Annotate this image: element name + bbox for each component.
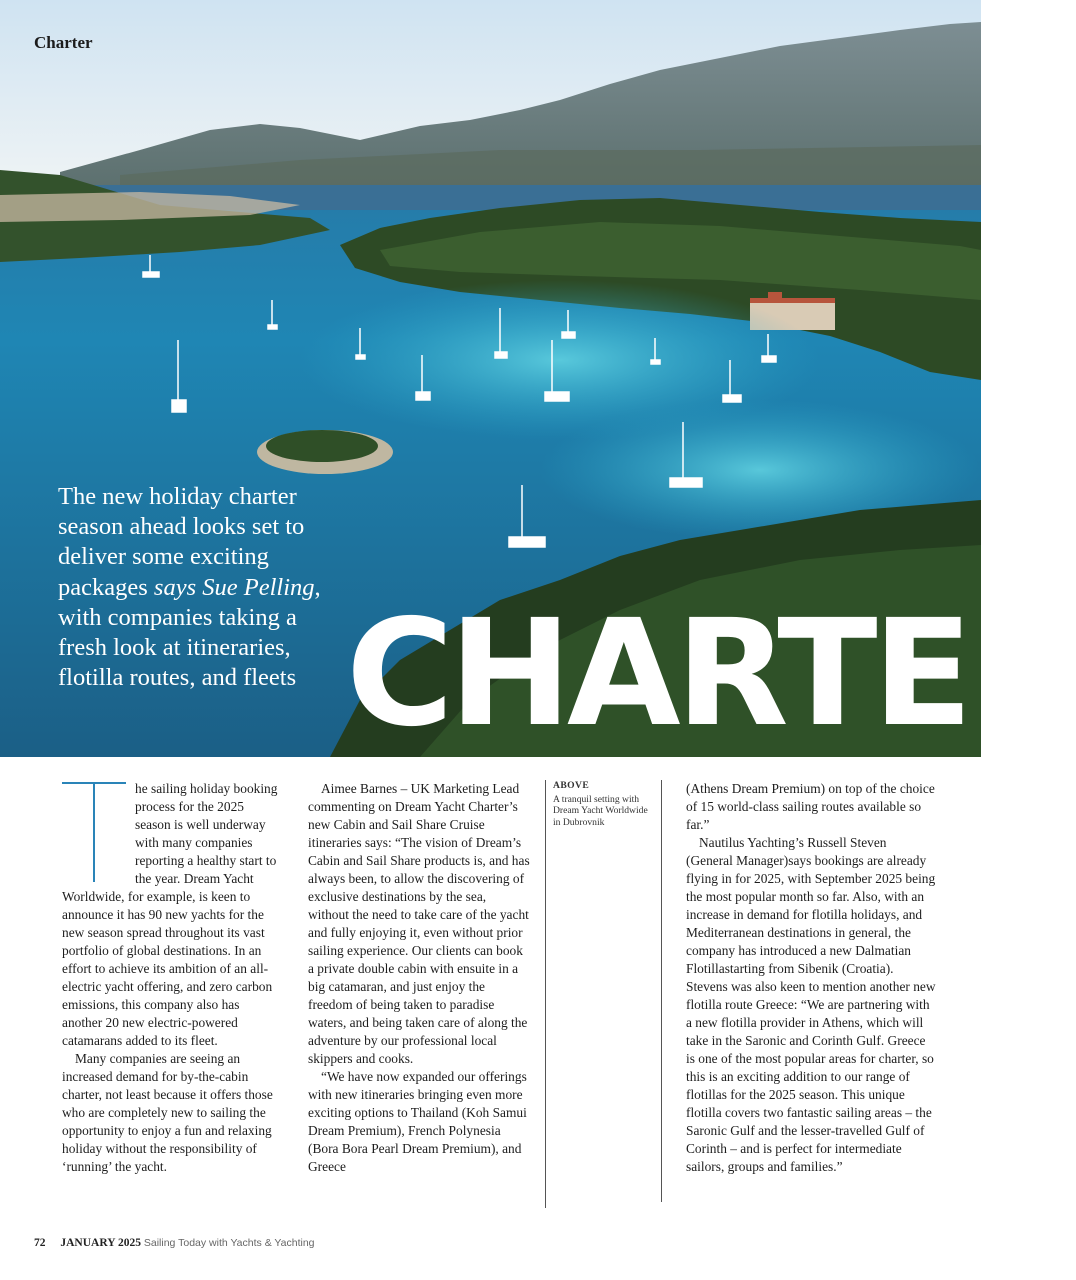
standfirst-text-end: , with companies taking a fresh look at itineraries, flotilla routes, and fleets <box>58 573 321 692</box>
issue-date: JANUARY 2025 <box>60 1237 141 1249</box>
paragraph: Aimee Barnes – UK Marketing Lead commenting on Dream Yacht Charter’s new Cabin and Sail Share Cruise itineraries says: “The vision of Dream’s Cabin and Sail Share products is, and has always been, to allow the discovering of exclusive destinations by the sea, without the need to take care of the yacht and fully enjoying it, even without prior sailing experience. Our clients can book a private double cabin with ensuite in a big catamaran, and just enjoy the freedom of being taken to paradise waters, and being taken care of along the adventure by our professional local skippers and cooks. <box>308 781 530 1066</box>
caption-title: ABOVE <box>553 780 590 791</box>
standfirst-text: The new holiday charter season ahead looks set to deliver some exciting packages <box>58 483 305 601</box>
page-footer <box>34 1237 315 1249</box>
article-column-2 <box>308 780 530 1176</box>
paragraph: Many companies are seeing an increased demand for by-the-cabin charter, not least because it offers those who are completely new to sailing the opportunity to enjoy a fun and relaxing holiday without the responsibility of ‘running’ the yacht. <box>62 1051 273 1174</box>
standfirst <box>58 482 328 693</box>
page-number: 72 <box>34 1237 46 1249</box>
caption-text: A tranquil setting with Dream Yacht Worldwide in Dubrovnik <box>553 793 648 828</box>
magazine-name: Sailing Today with Yachts & Yachting <box>143 1237 315 1249</box>
paragraph: Nautilus Yachting’s Russell Steven (General Manager)says bookings are already flying in for 2025, with September 2025 being the most popular month so far. Also, with an increase in demand for flotilla holidays, and Mediterranean destinations in general, the company has introduced a new Dalmatian Flotillastarting from Sibenik (Croatia). Stevens was also keen to mention another new flotilla route Greece: “We are partnering with a new flotilla provider in Athens, which will take in the Saronic and Corinth Gulf. Greece is one of the most popular areas for charter, so this is an exciting addition to our range of flotillas for the 2025 season. This unique flotilla covers two fantastic sailing areas – the Saronic Gulf and the lesser-travelled Gulf of Corinth – and is perfect for intermediate sailors, groups and families.” <box>686 835 936 1174</box>
dropcap-letter <box>62 780 132 882</box>
photo-caption <box>553 780 648 828</box>
dropcap-stroke-stem <box>93 782 95 882</box>
section-label: Charter <box>34 33 93 52</box>
article-column-4 <box>686 780 936 1176</box>
article-column-1 <box>62 780 278 1176</box>
paragraph: (Athens Dream Premium) on top of the choice of 15 world-class sailing routes available so far.” <box>686 781 935 832</box>
paragraph: “We have now expanded our offerings with new itineraries bringing even more exciting options to Thailand (Koh Samui Dream Premium), French Polynesia (Bora Bora Pearl Dream Premium), and Greece <box>308 1069 527 1174</box>
standfirst-byline: says Sue Pelling <box>153 573 315 601</box>
column-rule <box>545 780 546 1208</box>
paragraph: he sailing holiday booking process for the 2025 season is well underway with many companies reporting a healthy start to the year. Dream Yacht Worldwide, for example, is keen to announce it has 90 new yachts for the new season spread throughout its vast portfolio of global destinations. In an effort to achieve its ambition of an all-electric yacht offering, and zero carbon emissions, this company also has another 20 new electric-powered catamarans added to its fleet. <box>62 781 278 1048</box>
headline: CHARTER <box>346 588 1076 759</box>
column-rule <box>661 780 662 1202</box>
